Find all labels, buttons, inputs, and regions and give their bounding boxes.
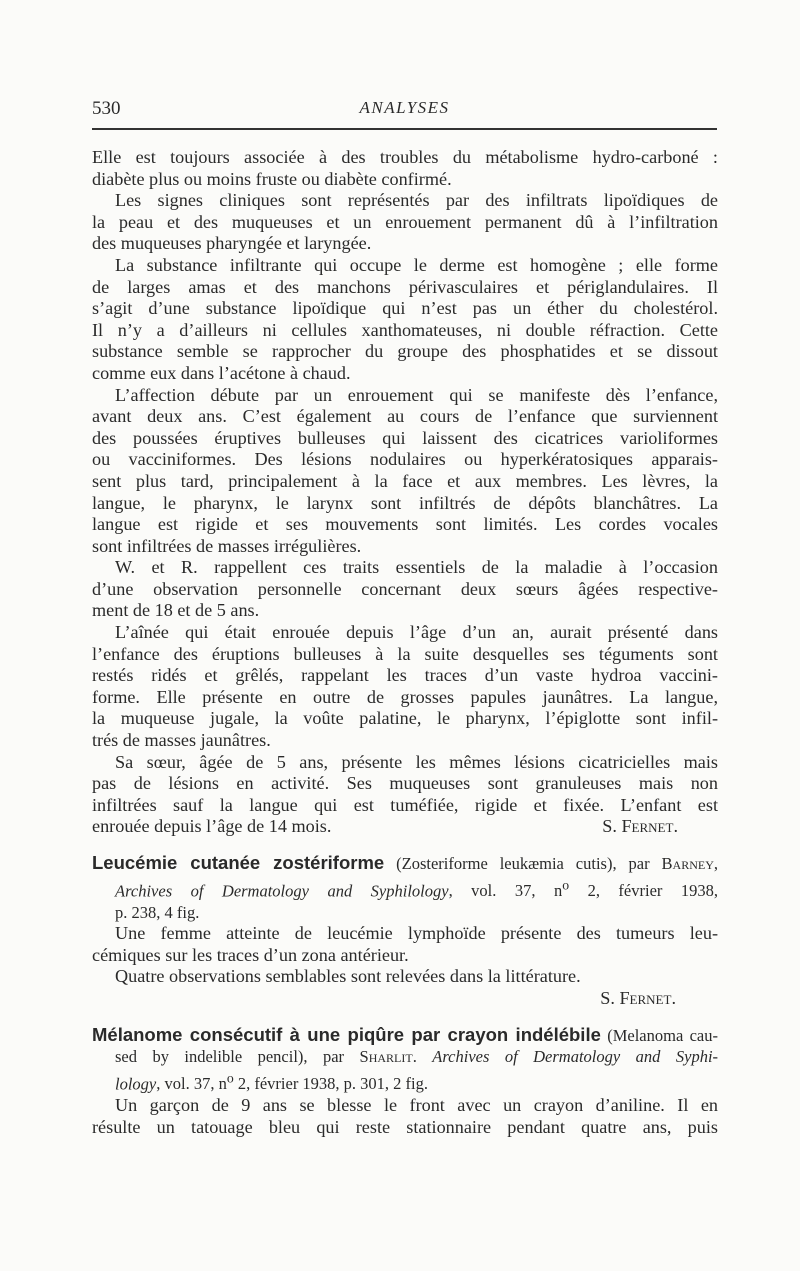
text-line: comme eux dans l’acétone à chaud. <box>92 362 351 383</box>
text-line: diabète plus ou moins fruste ou diabète confirmé. <box>92 168 452 189</box>
text-line: infiltrées sauf la langue qui est tuméfiée, rigide et fixée. L’enfant est <box>92 794 718 815</box>
text-line: Sa sœur, âgée de 5 ans, présente les mêmes lésions cicatricielles mais <box>115 751 718 772</box>
entry-citation-text: sed by indelible pencil), par <box>115 1047 360 1067</box>
signature: S. Fernet. <box>600 988 676 1009</box>
entry-heading-line <box>92 1024 718 1047</box>
text-line: Elle est toujours associée à des troubles du métabolisme hydro-carboné : <box>92 147 718 167</box>
signature: S. Fernet. <box>602 816 678 837</box>
text-line: ou vacciniformes. Des lésions nodulaires ou hyperkératosiques apparais- <box>92 449 718 470</box>
entry-citation-rest: , vol. 37, $n^o$ 2, février 1938, p. 301, 2 fig. <box>156 1070 429 1094</box>
text-line: trés de masses jaunâtres. <box>92 730 271 751</box>
text-line <box>92 816 718 838</box>
entry-heading-line <box>92 852 718 875</box>
entry-citation-line <box>92 1046 718 1068</box>
text-line: Il n’y a d’ailleurs ni cellules xanthomateuses, ni double réfraction. Cette <box>92 319 718 340</box>
text-line: la peau et des muqueuses et un enrouement permanent dû à l’infiltration <box>92 211 718 232</box>
entry-citation-line: p. 238, 4 fig. <box>115 902 200 922</box>
text-line: cémiques sur les traces d’un zona antérieur. <box>92 944 409 965</box>
text-line-content: enrouée depuis l’âge de 14 mois. <box>92 816 332 837</box>
text-line: pas de lésions en activité. Ses muqueuses sont granuleuses mais non <box>92 773 718 794</box>
text-line: l’enfance des éruptions bulleuses à la suite desquelles ses téguments sont <box>92 643 718 664</box>
text-line: langue est rigide et ses mouvements sont limités. Les cordes vocales <box>92 514 718 535</box>
text-line: La substance infiltrante qui occupe le derme est homogène ; elle forme <box>115 254 718 275</box>
text-line: Un garçon de 9 ans se blesse le front avec un crayon d’aniline. Il en <box>115 1094 718 1115</box>
section-gap <box>92 1010 718 1024</box>
running-title: ANALYSES <box>359 98 450 117</box>
text-line: L’aînée qui était enrouée depuis l’âge d’un an, aurait présenté dans <box>115 622 718 643</box>
entry-citation-line <box>92 1068 718 1095</box>
entry-title: Mélanome consécutif à une piqûre par crayon indélébile <box>92 1023 601 1045</box>
text-line: sent plus tard, principalement à la face et aux membres. Les lèvres, la <box>92 470 718 491</box>
text-line: substance semble se rapprocher du groupe des phosphatides et se dissout <box>92 341 718 362</box>
entry-title: Leucémie cutanée zostériforme <box>92 852 385 873</box>
text-line: de larges amas et des manchons périvasculaires et périglandulaires. Il <box>92 276 718 297</box>
text-line: sont infiltrées de masses irrégulières. <box>92 535 362 556</box>
text-line: des muqueuses pharyngée et laryngée. <box>92 233 372 254</box>
entry-citation-line <box>92 875 718 902</box>
entry-author: Barney, <box>661 854 718 873</box>
entry-author: Sharlit <box>359 1047 413 1067</box>
page-header <box>92 98 717 122</box>
header-rule <box>92 128 717 130</box>
body-text <box>92 147 718 1138</box>
section-gap <box>92 838 718 852</box>
text-line: W. et R. rappellent ces traits essentiels de la maladie à l’occasion <box>115 557 718 578</box>
text-line: s’agit d’une substance lipoïdique qui n’est pas un éther du cholestérol. <box>92 298 718 319</box>
text-line: avant deux ans. C’est également au cours de l’enfance que surviennent <box>92 406 718 427</box>
text-line: d’une observation personnelle concernant deux sœurs âgées respective- <box>92 578 718 599</box>
text-line: L’affection débute par un enrouement qui se manifeste dès l’enfance, <box>115 384 718 405</box>
journal-title: Archives of Dermatology and Syphilology <box>115 881 449 901</box>
entry-citation-rest: , vol. 37, $n^o$ 2, février 1938, <box>448 877 718 901</box>
journal-title: lology <box>115 1074 157 1094</box>
text-line: résulte un tatouage bleu qui reste stationnaire pendant quatre ans, puis <box>92 1116 718 1137</box>
entry-citation: (Zosteriforme leukæmia cutis), par <box>384 854 662 873</box>
text-line: la muqueuse jugale, la voûte palatine, le pharynx, l’épiglotte sont infil- <box>92 708 718 729</box>
text-line: forme. Elle présente en outre de grosses papules jaunâtres. La langue, <box>92 686 718 707</box>
entry-citation: (Melanoma cau- <box>600 1025 718 1045</box>
text-line: Les signes cliniques sont représentés par des infiltrats lipoïdiques de <box>115 190 718 211</box>
page-number: 530 <box>92 98 121 119</box>
text-line: restés ridés et grêlés, rappelant les traces d’un vaste hydroa vaccini- <box>92 665 718 686</box>
text-line: ment de 18 et de 5 ans. <box>92 600 260 621</box>
entry-citation-text: . <box>412 1047 433 1067</box>
journal-title: Archives of Dermatology and Syphi- <box>432 1047 719 1067</box>
text-line: des poussées éruptives bulleuses qui laissent des cicatrices varioliformes <box>92 427 718 448</box>
text-line: Quatre observations semblables sont relevées dans la littérature. <box>115 966 581 987</box>
text-line: langue, le pharynx, le larynx sont infiltrés de dépôts blanchâtres. La <box>92 492 718 513</box>
text-line: Une femme atteinte de leucémie lymphoïde présente des tumeurs leu- <box>115 923 718 944</box>
